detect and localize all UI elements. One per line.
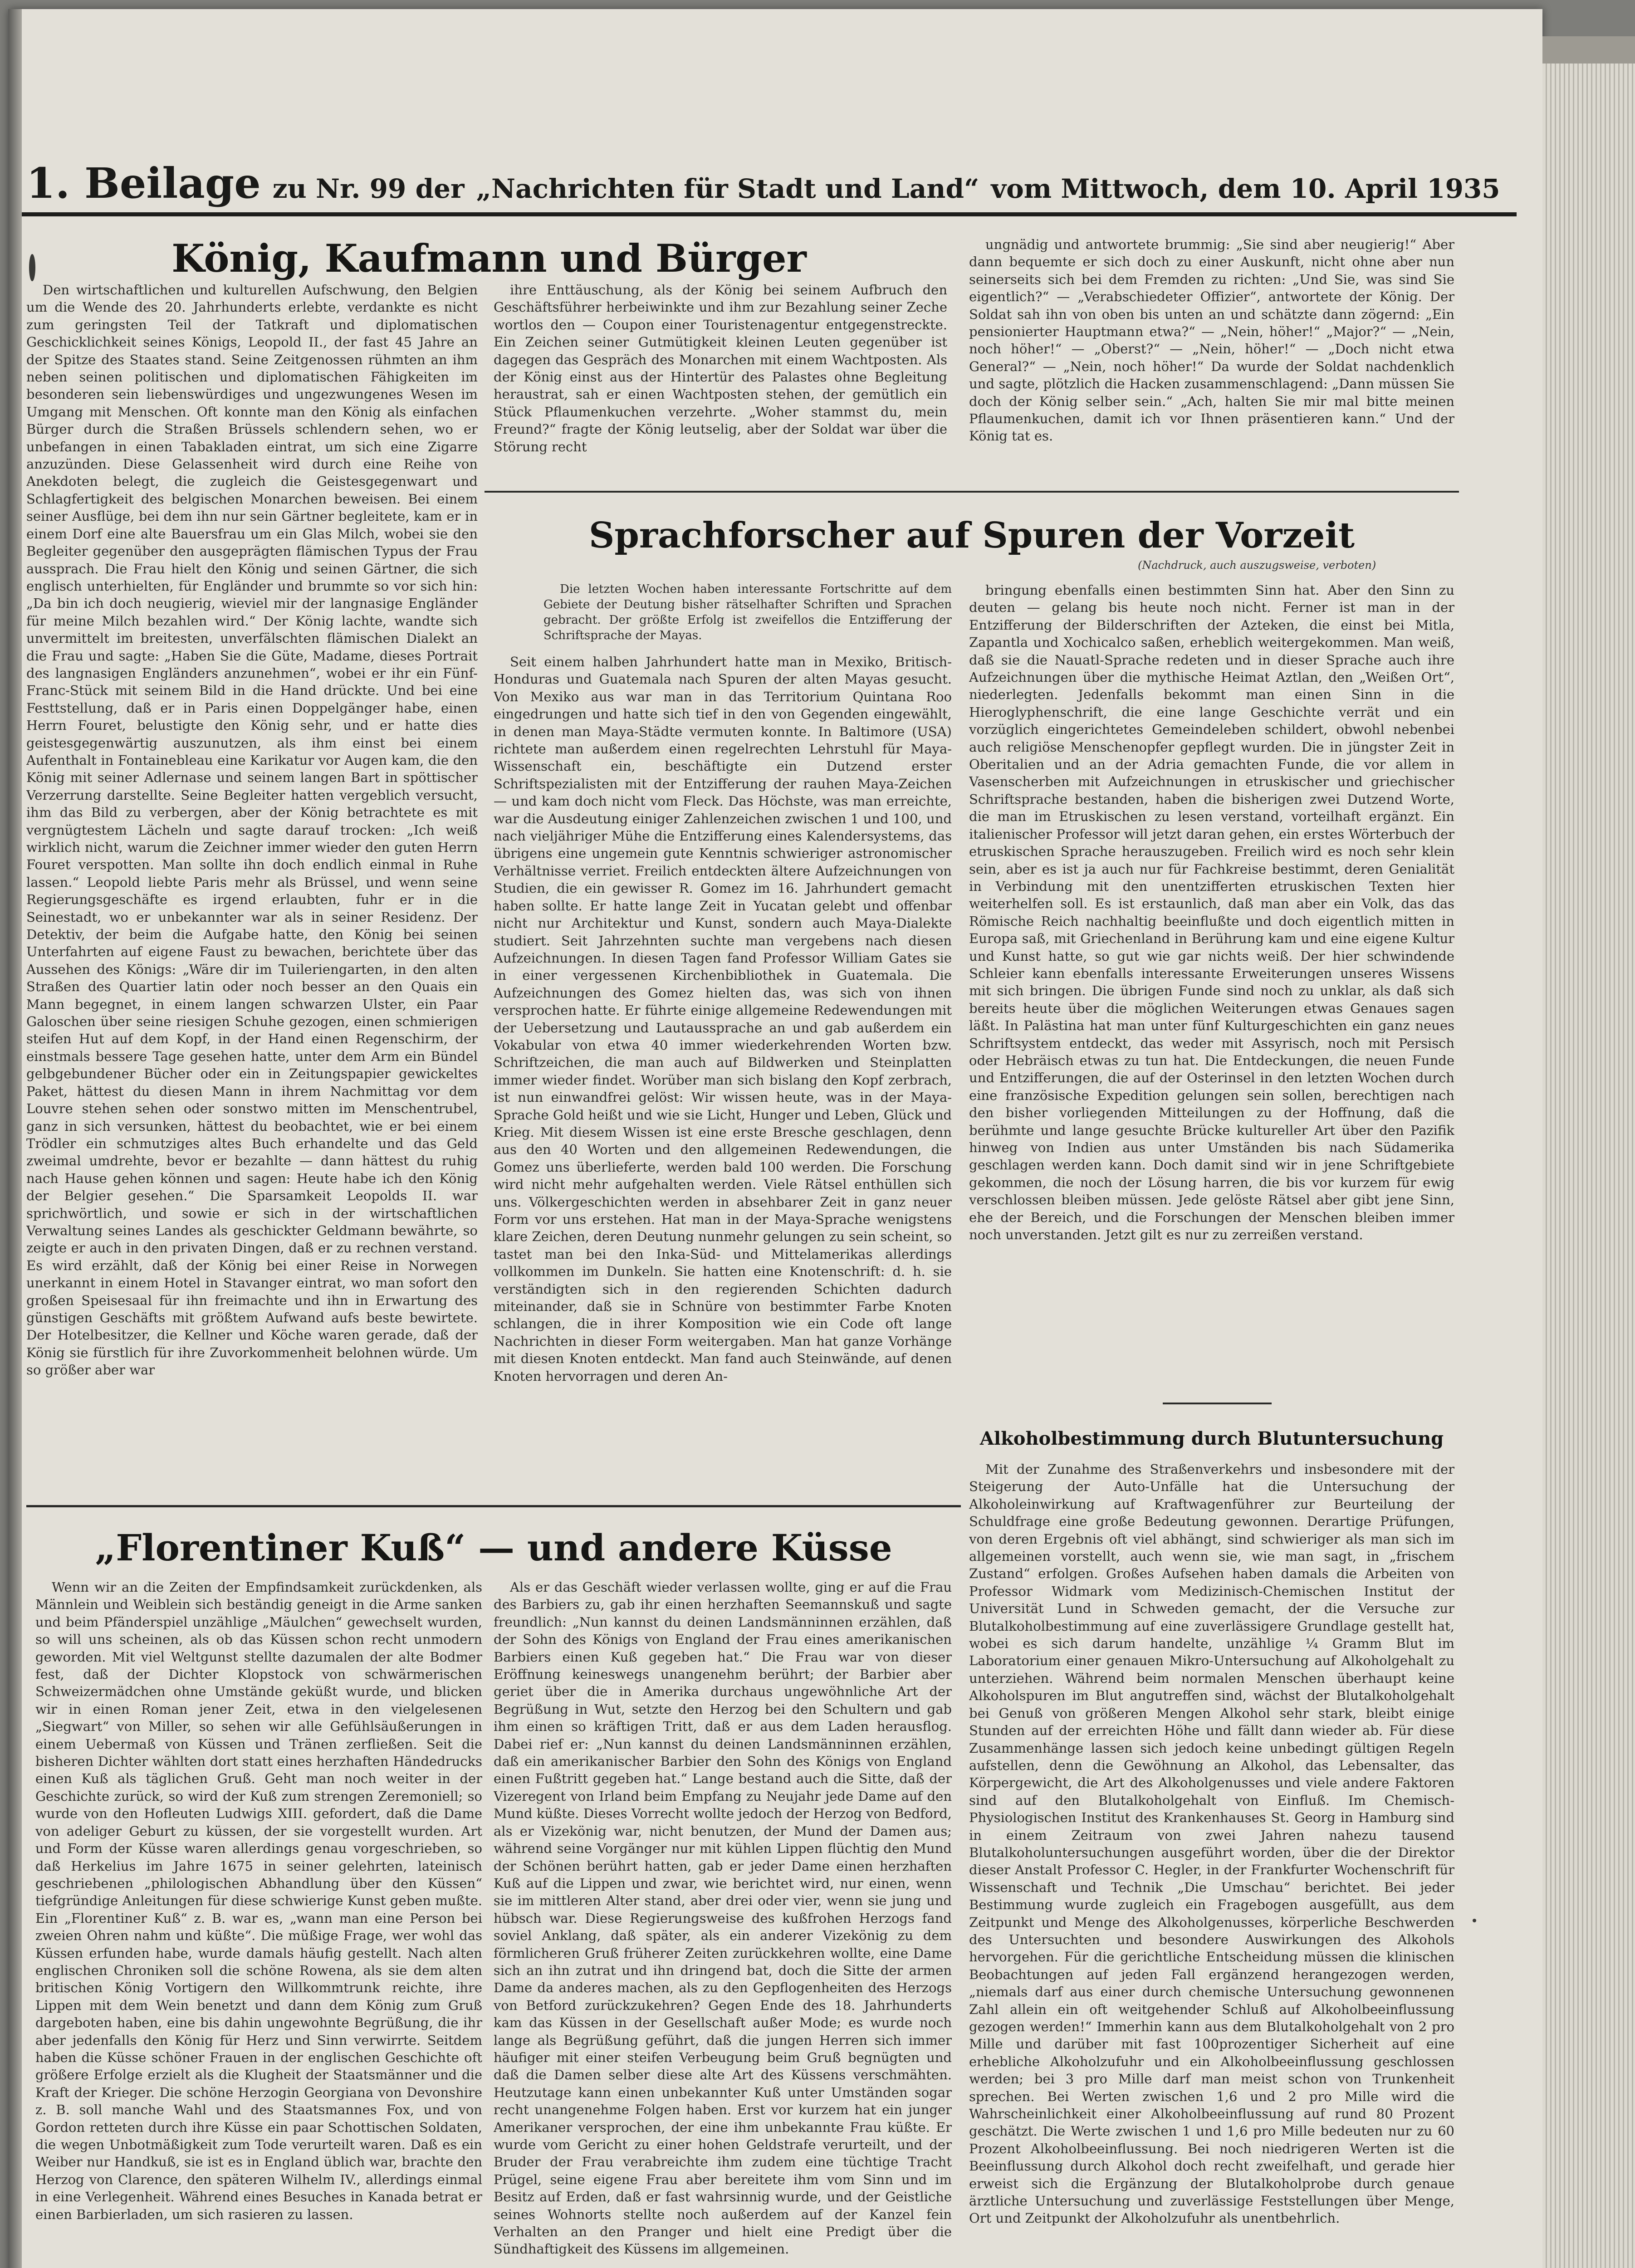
section-divider [485, 491, 1459, 493]
article-sprach-column-1: Seit einem halben Jahrhundert hatte man in Mexiko, Britisch-Honduras und Guatemala nach Spuren der alten Mayas gesucht. Von Mexiko aus war man in das Territorium Quintana Roo eingedrungen und hatte sich tief in den von Gegenden eingewählt, in denen man Maya-Städte vermuten konnte. In Baltimore (USA) richtete man außerdem einen regelrechten Lehrstuhl für Maya-Wissenschaft ein, beschäftigte ein Dutzend erster Schriftspezialisten mit der Entzifferung der rauhen Maya-Zeichen — und kam doch nicht vom Fleck. Das Höchste, was man erreichte, war die Ausdeutung einiger Zahlenzeichen zwischen 1 und 100, und nach vieljähriger Mühe die Entzifferung eines Kalendersystems, das übrigens eine ungemein gute Kenntnis schwieriger astronomischer Verhältnisse verriet. Freilich entdeckten ältere Aufzeichnungen von Studien, die ein gewisser R. Gomez im 16. Jahrhundert gemacht haben sollte. Er hatte lange Zeit in Yucatan gelebt und offenbar nicht nur Architektur und Kunst, sondern auch Maya-Dialekte studiert. Seit Jahrzehnten suchte man vergebens nach diesen Aufzeichnungen. In diesen Tagen fand Professor William Gates sie in einer vergessenen Kirchenbibliothek in Guatemala. Die Aufzeichnungen des Gomez hielten das, was sich von ihnen versprochen hatte. Er führte einige allgemeine Redewendungen mit der Uebersetzung und Lautaussprache an und gab außerdem ein Vokabular von etwa 40 immer wiederkehrenden Worten bzw. Schriftzeichen, die man auch auf Bildwerken und Steinplatten immer wieder findet. Worüber man sich bislang den Kopf zerbrach, ist nun einwandfrei gelöst: Wir wissen heute, was in der Maya-Sprache Gold heißt und wie sie Licht, Hunger und Leben, Glück und Krieg. Mit diesem Wissen ist eine erste Bresche geschlagen, denn aus den 40 Worten und den allgemeinen Redewendungen, die Gomez uns überlieferte, werden bald 100 werden. Die Forschung wird nicht mehr aufgehalten werden. Viele Rätsel enthüllen sich uns. Völkergeschichten werden in absehbarer Zeit in ganz neuer Form vor uns erstehen. Hat man in der Maya-Sprache wenigstens klare Zeichen, deren Deutung nunmehr gelungen zu sein scheint, so tastet man bei den Inka-Süd- und Mittelamerikas allerdings vollkommen im Dunkeln. Sie hatten eine Knotenschrift: d. h. sie verständigten sich in den regierenden Schichten dadurch miteinander, daß sie in Schnüre von bestimmter Farbe Knoten schlangen, die in ihrer Komposition wie ein Code oft lange Nachrichten in dieser Form weitergaben. Man hat ganze Vorhänge mit diesen Knoten entdeckt. Man fand auch Steinwände, auf denen Knoten hervorragen und deren An- [494, 654, 952, 1384]
issue-reference: zu Nr. 99 der [272, 173, 465, 204]
article-koenig-column-3: ungnädig und antwortete brummig: „Sie sind aber neugierig!“ Aber dann bequemte er sich doch zu einer Auskunft, nicht ohne aber nun seinerseits sich bei dem Fremden zu richten: „Und Sie, was sind Sie eigentlich?“ — „Verabschiedeter Offizier“, antwortete der König. Der Soldat sah ihn von oben bis unten an und schätzte dann zögernd: „Ein pensionierter Hauptmann etwa?“ — „Nein, höher!“ „Major?“ — „Nein, noch höher!“ — „Oberst?“ — „Nein, höher!“ — „Doch nicht etwa General?“ — „Nein, noch höher!“ Da wurde der Soldat nachdenklich und sagte, plötzlich die Hacken zusammenschlagend: „Dann müssen Sie doch der König selber sein.“ „Ach, halten Sie mir mal bitte meinen Pflaumenkuchen, damit ich vor Ihnen präsentieren kann.“ Und der König tat es. [969, 237, 1454, 444]
article-title-koenig: König, Kaufmann und Bürger [171, 236, 807, 281]
article-kuss-column-1: Wenn wir an die Zeiten der Empfindsamkeit zurückdenken, als Männlein und Weiblein sich beständig geneigt in die Arme sanken und beim Pfänderspiel unzählige „Mäulchen“ gewechselt wurden, so will uns scheinen, als ob das Küssen schon recht unmodern geworden. Mit viel Weltgunst stellte dazumalen der alte Bodmer fest, daß der Dichter Klopstock von schwärmerischen Schweizermädchen ohne Umstände geküßt wurde, und blicken wir in einen Roman jener Zeit, etwa in den vielgelesenen „Siegwart“ von Miller, so sehen wir alle Gefühlsäußerungen in einem Uebermaß von Küssen und Tränen zerfließen. Seit die bisheren Dichter wählten dort statt eines herzhaften Händedrucks einen Kuß als täglichen Gruß. Geht man noch weiter in der Geschichte zurück, so wird der Kuß zum strengen Zeremoniell; so wurde von den Hofleuten Ludwigs XIII. gefordert, daß die Dame von adeliger Geburt zu küssen, der sie vorgestellt wurden. Art und Form der Küsse waren allerdings genau vorgeschrieben, so daß Herkelius im Jahre 1675 in seiner gelehrten, lateinisch geschriebenen „philologischen Abhandlung über den Küssen“ tiefgründige Anleitungen für diese schwierige Kunst geben mußte. Ein „Florentiner Kuß“ z. B. war es, „wann man eine Person bei zweien Ohren nahm und küßte“. Die müßige Frage, wer wohl das Küssen erfunden habe, wurde damals häufig gestellt. Nach alten englischen Chroniken soll die schöne Rowena, als sie dem alten britischen König Vortigern den Willkommtrunk reichte, ihre Lippen mit dem Wein benetzt und dann dem König zum Gruß dargeboten haben, eine bis dahin ungewohnte Begrüßung, die ihr aber jedenfalls den König für Herz und Sinn verwirrte. Seitdem haben die Küsse schöner Frauen in der englischen Geschichte oft größere Erfolge erzielt als die Klugheit der Staatsmänner und die Kraft der Krieger. Die schöne Herzogin Georgiana von Devonshire z. B. soll manche Wahl und des Staatsmannes Fox, und von Gordon retteten durch ihre Küsse ein paar Schottischen Soldaten, die wegen Unbotmäßigkeit zum Tode verurteilt waren. Daß es ein Weiber nur Handkuß, sie ist es in England üblich war, brachte den Herzog von Clarence, den späteren Wilhelm IV., allerdings einmal in eine Verlegenheit. Während eines Besuches in Kanada betrat er einen Barbierladen, um sich rasieren zu lassen. [35, 1579, 482, 2222]
article-sprach-column-2: bringung ebenfalls einen bestimmten Sinn hat. Aber den Sinn zu deuten — gelang bis heute noch nicht. Ferner ist man in der Entzifferung der Bilderschriften der Azteken, die einst bei Mitla, Zapantla und Xochicalco saßen, erheblich weitergekommen. Man weiß, daß sie die Nauatl-Sprache redeten und in dieser Sprache auch ihre Aufzeichnungen über die mythische Heimat Aztlan, den „Weißen Ort“, niederlegten. Jedenfalls bekommt man einen Sinn in die Hieroglyphenschrift, die eine lange Geschichte verrät und ein vorzüglich eingerichtetes Gemeindeleben schildert, obwohl nebenbei auch religiöse Menschenopfer gepflegt wurden. Die in jüngster Zeit in Oberitalien und an der Adria gemachten Funde, die vor allem in Vasenscherben mit Aufzeichnungen in etruskischer und griechischer Schriftsprache bestanden, haben die bisherigen zwei Dutzend Worte, die man im Etruskischen zu lesen verstand, vorteilhaft ergänzt. Ein italienischer Professor will jetzt daran gehen, ein erstes Wörterbuch der etruskischen Sprache herauszugeben. Freilich wird es noch sehr klein sein, aber es ist ja auch nur für Fachkreise bestimmt, deren Genialität in Verbindung mit den unentzifferten etruskischen Texten hier weiterhelfen soll. Es ist erstaunlich, daß man aber ein Volk, das das Römische Reich nachhaltig beeinflußte und doch eigentlich mitten in Europa saß, mit Griechenland in Berührung kam und eine eigene Kultur und Kunst hatte, so gut wie gar nichts weiß. Der hier schwindende Schleier kann ebenfalls interessante Erweiterungen unseres Wissens mit sich bringen. Die übrigen Funde sind noch zu unklar, als daß sich bereits heute über die möglichen Weiterungen etwas Genaues sagen läßt. In Palästina hat man unter fünf Kulturgeschichten ein ganz neues Schriftsystem entdeckt, das weder mit Assyrisch, noch mit Persisch oder Hebräisch etwas zu tun hat. Die Entdeckungen, die neuen Funde und Entzifferungen, die auf der Osterinsel in den letzten Wochen durch eine französische Expedition gelungen sein sollen, berechtigen nach den bisher vorliegenden Mitteilungen zu der Hoffnung, daß die berühmte und lange gesuchte Brücke kultureller Art über den Pazifik hinweg von Indien aus unter Umständen bis nach Südamerika geschlagen werden kann. Doch damit sind wir in jene Schriftgebiete gekommen, die noch der Lösung harren, die bis vor kurzem für ewig verschlossen bleiben müssen. Jede gelöste Rätsel aber gibt jene Sinn, ehe der Bereich, und die Forschungen der Menschen bleiben immer noch unverstanden. Jetzt gilt es nur zu zerreißen verstand. [969, 582, 1454, 1243]
margin-mark [29, 254, 35, 281]
article-title-alkohol: Alkoholbestimmung durch Blutuntersuchung [979, 1428, 1444, 1449]
page-binding-edge [8, 9, 22, 2268]
page-stack-edge [1542, 36, 1635, 2268]
edition-label: 1. Beilage [26, 159, 261, 208]
lower-section-divider [26, 1505, 961, 1507]
article-koenig-column-1: Den wirtschaftlichen und kulturellen Aufschwung, den Belgien um die Wende des 20. Jahrhunderts erlebte, verdankte es nicht zum geringsten Teil der Tatkraft und diplomatischen Geschicklichkeit seines Königs, Leopold II., der fast 45 Jahre an der Spitze des Staates stand. Seine Zeitgenossen rühmten an ihm neben seinen politischen und diplomatischen Fähigkeiten im besonderen sein liebenswürdiges und ungezwungenes Wesen im Umgang mit Menschen. Oft konnte man den König als einfachen Bürger durch die Straßen Brüssels schlendern sehen, wo er unbefangen in einen Tabakladen eintrat, um sich eine Zigarre anzuzünden. Diese Gelassenheit wird durch eine Reihe von Anekdoten belegt, die zugleich die Geistesgegenwart und Schlagfertigkeit des belgischen Monarchen beweisen. Bei einem seiner Ausflüge, bei dem ihn nur sein Gärtner begleitete, kam er in einem Dorf eine alte Bauersfrau um ein Glas Milch, wobei sie den Begleiter gegenüber den ausgeprägten flämischen Typus der Frau aussprach. Die Frau hielt den König und seinen Gärtner, die sich englisch unterhielten, für Engländer und brummte so vor sich hin: „Da bin ich doch neugierig, wieviel mir der langnasige Engländer für meine Milch bezahlen wird.“ Der König lachte, wandte sich unvermittelt im breitesten, unverfälschten flämischen Dialekt an die Frau und sagte: „Haben Sie die Güte, Madame, dieses Portrait des langnasigen Engländers anzunehmen“, wobei er ihr ein Fünf-Franc-Stück mit seinem Bild in die Hand drückte. Und bei eine Festtstellung, daß er in Paris einen Doppelgänger habe, einen Herrn Fouret, belustigte den König sehr, und er hatte dies geistesgegenwärtig auszunutzen, als ihm einst bei einem Aufenthalt in Fontainebleau eine Karikatur vor Augen kam, die den König mit seiner Adlernase und seinem langen Bart in spöttischer Verzerrung darstellte. Seine Begleiter hatten vergeblich versucht, ihm das Bild zu verbergen, aber der König betrachtete es mit vergnügtestem Lächeln und sagte darauf trocken: „Ich weiß wirklich nicht, warum die Zeichner immer wieder den guten Herrn Fouret verspotten. Man sollte ihn doch endlich einmal in Ruhe lassen.“ Leopold liebte Paris mehr als Brüssel, und wenn seine Regierungsgeschäfte es irgend erlaubten, fuhr er in die Seinestadt, wo er unbekannter war als in seiner Residenz. Der Detektiv, der beim die Aufgabe hatte, den König bei seinen Unterfahrten auf eigene Faust zu bewachen, berichtete über das Aussehen des Königs: „Wäre dir im Tuileriengarten, in den alten Straßen des Quartier latin oder noch besser an den Quais ein Mann begegnet, in einem langen schwarzen Ulster, ein Paar Galoschen über seine riesigen Schuhe gezogen, einen schmierigen steifen Hut auf dem Kopf, in der Hand einen Regenschirm, der einstmals bessere Tage gesehen hatte, unter dem Arm ein Bündel gelbgebundener Bücher oder ein in Zeitungspapier gewickeltes Paket, hättest du diesen Mann in ihrem Nachmittag vor dem Louvre stehen sehen oder sonstwo mitten im Menschentrubel, ganz in sich versunken, hättest du beobachtet, wie er bei einem Trödler ein schmutziges altes Buch erhandelte und das Geld zweimal umdrehte, bevor er bezahlte — dann hättest du ruhig nach Hause gehen können und sagen: Heute habe ich den König der Belgier gesehen.“ Die Sparsamkeit Leopolds II. war sprichwörtlich, und sowie er sich in der wirtschaftlichen Verwaltung seines Landes als geschickter Geldmann bewährte, so zeigte er auch in den privaten Dingen, daß er zu rechnen verstand. Es wird erzählt, daß der König bei einer Reise in Norwegen unerkannt in einem Hotel in Stavanger eintrat, wo man sofort den großen Speisesaal für ihn freimachte und ihn in Erwartung des günstigen Geschäfts mit größtem Aufwand aufs beste bewirtete. Der Hotelbesitzer, die Kellner und Köche waren gerade, daß der König sie fürstlich für ihre Zuvorkommenheit belohnen würde. Um so größer aber war [26, 282, 478, 1378]
article-title-kuss: „Florentiner Kuß“ — und andere Küsse [95, 1526, 892, 1569]
article-title-sprachforscher: Sprachforscher auf Spuren der Vorzeit [589, 515, 1355, 556]
article-koenig-column-2: ihre Enttäuschung, als der König bei seinem Aufbruch den Geschäftsführer herbeiwinkte und ihm zur Bezahlung seiner Zeche wortlos den — Coupon einer Touristenagentur entgegenstreckte. Ein Zeichen seiner Gutmütigkeit kleinen Leuten gegenüber ist dagegen das Gespräch des Monarchen mit einem Wachtposten. Als der König einst aus der Hintertür des Palastes ohne Begleitung heraustrat, sah er einen Wachtposten stehen, der gemütlich ein Stück Pflaumenkuchen verzehrte. „Woher stammst du, mein Freund?“ fragte der König leutselig, aber der Soldat war über die Störung recht [494, 282, 947, 455]
reprint-note: (Nachdruck, auch auszugsweise, verboten) [1138, 559, 1376, 572]
newspaper-name: „Nachrichten für Stadt und Land“ [476, 173, 979, 204]
supplement-header [26, 159, 1505, 209]
article-sprach-intro: Die letzten Wochen haben interessante Fortschritte auf dem Gebiete der Deutung bisher rätselhafter Schriften und Sprachen gebracht. Der größte Erfolg ist zweifellos die Entzifferung der Schriftsprache der Mayas. [543, 582, 952, 642]
article-kuss-column-2: Als er das Geschäft wieder verlassen wollte, ging er auf die Frau des Barbiers zu, gab ihr einen herzhaften Seemannskuß und sagte freundlich: „Nun kannst du deinen Landsmänninnen erzählen, daß der Sohn des Königs von England der Frau eines amerikanischen Barbiers einen Kuß gegeben hat.“ Die Frau war von dieser Eröffnung keineswegs unangenehm berührt; der Barbier aber geriet über die in Amerika durchaus ungewöhnliche Art der Begrüßung in Wut, setzte den Herzog bei den Schultern und gab ihm einen so kräftigen Tritt, daß er aus dem Laden herausflog. Dabei rief er: „Nun kannst du deinen Landsmänninnen erzählen, daß ein amerikanischer Barbier den Sohn des Königs von England einen Fußtritt gegeben hat.“ Lange bestand auch die Sitte, daß der Vizeregent von Irland beim Empfang zu Neujahr jede Dame auf den Mund küßte. Dieses Vorrecht wollte jedoch der Herzog von Bedford, als er Vizekönig war, nicht benutzen, der Mund der Damen aus; während seine Vorgänger nur mit kühlen Lippen flüchtig den Mund der Schönen berührt hatten, gab er jeder Dame einen herzhaften Kuß auf die Lippen und zwar, wie berichtet wird, nur einen, wenn sie im mittleren Alter stand, aber drei oder vier, wenn sie jung und hübsch war. Diese Regierungsweise des kußfrohen Herzogs fand soviel Anklang, daß später, als ein anderer Vizekönig zu dem förmlicheren Gruß früherer Zeiten zurückkehren wollte, eine Dame sich an ihn zutrat und ihn dringend bat, doch die Sitte der armen Dame da anderes machen, als zu den Gepflogenheiten des Herzogs von Betford zurückzukehren? Gegen Ende des 18. Jahrhunderts kam das Küssen in der Gesellschaft außer Mode; es wurde noch lange als Begrüßung geführt, daß die jungen Herren sich immer häufiger mit einer steifen Verbeugung beim Gruß begnügten und daß die Damen selber diese alte Art des Küssens verschmähten. Heutzutage kann einen unbekannter Kuß unter Umständen sogar recht unangenehme Folgen haben. Erst vor kurzem hat ein junger Amerikaner versprochen, der eine ihm unbekannte Frau küßte. Er wurde vom Gericht zu einer hohen Geldstrafe verurteilt, und der Bruder der Frau verabreichte ihm zudem eine tüchtige Tracht Prügel, seine eigene Frau aber bereitete ihm vom Sinn und im Besitz auf Erden, daß er fast wahrsinnig wurde, und der Geistliche seines Wohnorts stellte noch außerdem auf der Kanzel fein Verhalten an den Pranger und hielt eine Predigt über die Sündhaftigkeit des Küssens im allgemeinen. [494, 1579, 952, 2257]
issue-date: vom Mittwoch, dem 10. April 1935 [991, 173, 1500, 204]
article-alkohol-column: Mit der Zunahme des Straßenverkehrs und insbesondere mit der Steigerung der Auto-Unfälle hat die Untersuchung der Alkoholeinwirkung auf Kraftwagenführer zur Beurteilung der Schuldfrage eine große Bedeutung gewonnen. Derartige Prüfungen, von deren Ergebnis oft viel abhängt, sind schwieriger als man sich im allgemeinen vorstellt, auch wenn sie, wie man sagt, in „frischem Zustand“ erfolgen. Großes Aufsehen haben damals die Arbeiten von Professor Widmark vom Medizinisch-Chemischen Institut der Universität Lund in Schweden gemacht, der die Versuche zur Blutalkoholbestimmung auf eine zuverlässigere Grundlage gestellt hat, wobei es sich darum handelte, unzählige ¼ Gramm Blut im Laboratorium einer genauen Mikro-Untersuchung auf Alkoholgehalt zu unterziehen. Während beim normalen Menschen überhaupt keine Alkoholspuren im Blut angutreffen sind, wächst der Blutalkoholgehalt bei Genuß von größeren Mengen Alkohol sehr stark, bleibt einige Stunden auf der erreichten Höhe und fällt dann wieder ab. Für diese Zusammenhänge lassen sich jedoch keine unbedingt gültigen Regeln aufstellen, denn die Gewöhnung an Alkohol, das Lebensalter, das Körpergewicht, die Art des Alkoholgenusses und viele andere Faktoren sind auf den Blutalkoholgehalt von Einfluß. Im Chemisch-Physiologischen Institut des Krankenhauses St. Georg in Hamburg sind in einem Zeitraum von zwei Jahren nahezu tausend Blutalkoholuntersuchungen ausgeführt worden, über die der Direktor dieser Anstalt Professor C. Hegler, in der Frankfurter Wochenschrift für Wissenschaft und Technik „Die Umschau“ berichtet. Bei jeder Bestimmung wurde zugleich ein Fragebogen ausgefüllt, aus dem Zeitpunkt und Menge des Alkoholgenusses, körperliche Beschwerden des Untersuchten und besondere Auswirkungen des Alkohols hervorgehen. Für die gerichtliche Entscheidung müssen die klinischen Beobachtungen auf jeden Fall ergänzend herangezogen werden, „niemals darf aus einer durch chemische Untersuchung gewonnenen Zahl allein ein oft weitgehender Schluß auf Alkoholbeeinflussung gezogen werden!“ Immerhin kann aus dem Blutalkoholgehalt von 2 pro Mille und darüber mit fast 100prozentiger Sicherheit auf eine erhebliche Alkoholzufuhr und ein Alkoholbeeinflussung geschlossen werden; bei 3 pro Mille darf man meist schon von Trunkenheit sprechen. Bei Werten zwischen 1,6 und 2 pro Mille wird die Wahrscheinlichkeit einer Alkoholbeeinflussung auf rund 80 Prozent geschätzt. Die Werte zwischen 1 und 1,6 pro Mille bedeuten nur zu 60 Prozent Alkoholbeeinflussung. Bei noch niedrigeren Werten ist die Beeinflussung durch Alkohol doch recht zweifelhaft, und gerade hier erweist sich die Ergänzung der Blutalkoholprobe durch genaue ärztliche Untersuchung und zuverlässige Feststellungen über Menge, Ort und Zeitpunkt der Alkoholzufuhr als unentbehrlich. [969, 1461, 1454, 2226]
margin-mark [1473, 1919, 1476, 1922]
newspaper-page [8, 9, 1542, 2268]
header-rule [22, 212, 1517, 216]
short-divider [1163, 1403, 1272, 1404]
